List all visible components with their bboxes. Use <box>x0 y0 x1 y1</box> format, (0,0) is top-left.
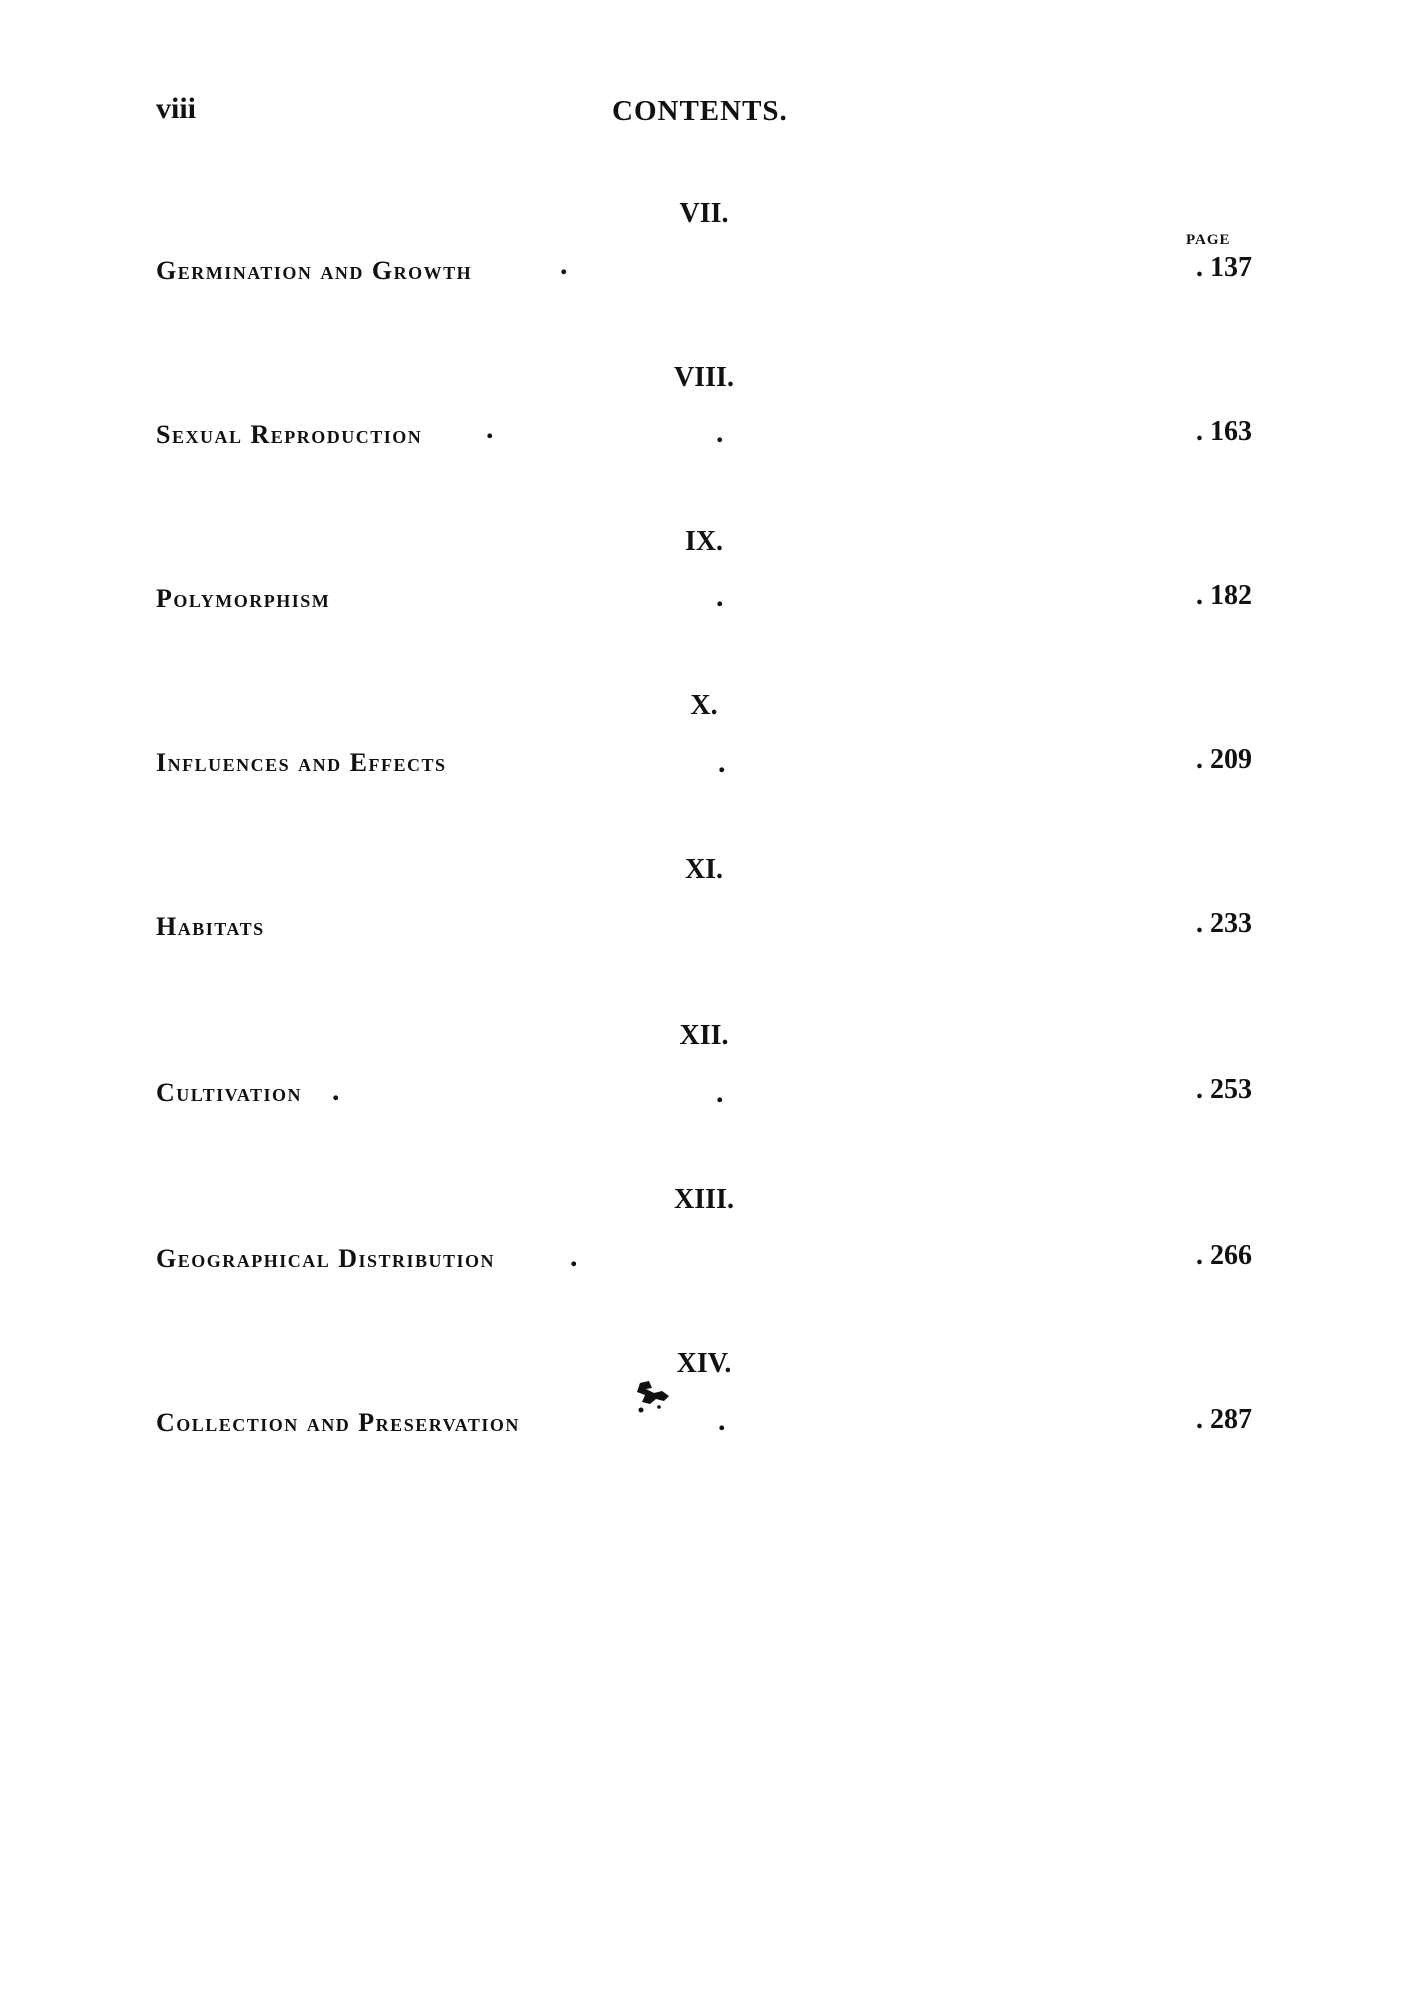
chapter-number: XI. <box>684 854 724 885</box>
chapter-page: . 163 <box>1196 416 1252 447</box>
chapter-page: . 209 <box>1196 744 1252 775</box>
chapter-number: VII. <box>679 198 729 229</box>
leader-dot: . <box>332 1074 340 1107</box>
chapter-page: . 233 <box>1196 908 1252 939</box>
chapter-page: . 253 <box>1196 1074 1252 1105</box>
chapter-title: Sexual Reproduction <box>156 420 423 449</box>
chapter-number: VIII. <box>674 362 734 393</box>
chapter-title: Habitats <box>156 912 265 941</box>
leader-dot: . <box>718 746 726 779</box>
chapter-number: XIV. <box>676 1348 732 1379</box>
chapter-page: . 287 <box>1196 1404 1252 1435</box>
chapter-page: . 182 <box>1196 580 1252 611</box>
leader-dot: . <box>716 416 724 449</box>
leader-dot: . <box>718 1404 726 1437</box>
chapter-title: Polymorphism <box>156 584 331 613</box>
page-column-label: PAGE <box>1186 232 1231 248</box>
chapter-number: X. <box>690 690 718 721</box>
page-number: viii <box>156 92 197 125</box>
chapter-title: Collection and Preservation <box>156 1408 520 1437</box>
chapter-title: Geographical Distribution <box>156 1244 496 1273</box>
chapter-title: Germination and Growth <box>156 256 473 285</box>
running-title: CONTENTS. <box>612 95 788 127</box>
leader-dot: . <box>486 412 494 445</box>
chapter-number: IX. <box>684 526 724 557</box>
chapter-title: Cultivation <box>156 1078 302 1107</box>
chapter-number: XIII. <box>674 1184 734 1215</box>
chapter-page: . 266 <box>1196 1240 1252 1271</box>
leader-dot: . <box>716 1076 724 1109</box>
leader-dot: . <box>560 248 568 281</box>
chapter-number: XII. <box>679 1020 729 1051</box>
chapter-title: Influences and Effects <box>156 748 447 777</box>
leader-dot: . <box>570 1240 578 1273</box>
chapter-page: . 137 <box>1196 252 1252 283</box>
leader-dot: . <box>716 580 724 613</box>
ink-blot <box>632 1380 672 1418</box>
